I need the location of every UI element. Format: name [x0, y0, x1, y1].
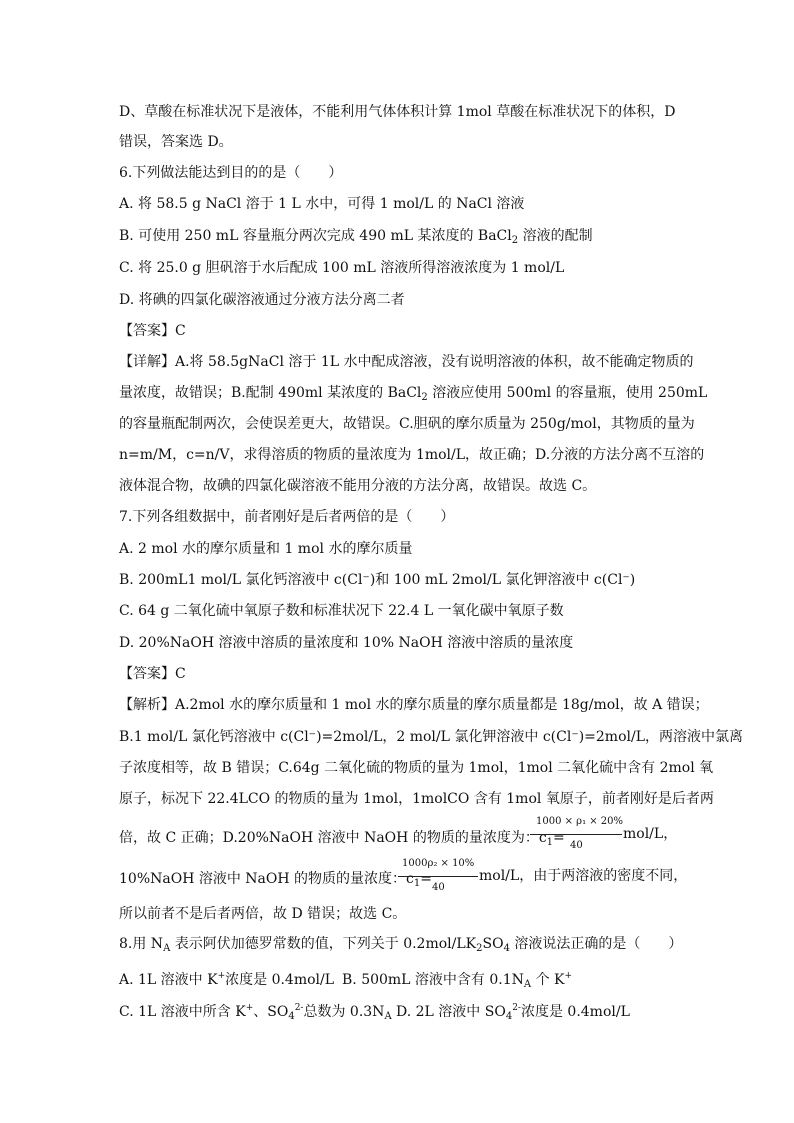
q7-option-a: A. 2 mol 水的摩尔质量和 1 mol 水的摩尔质量 — [119, 541, 413, 557]
q8-option-b: B. 500mL 溶液中含有 $0.1N_A$ 个 K+ — [342, 971, 573, 990]
fraction-1-bar — [530, 834, 622, 835]
fraction-2-unit: mol/L，由于两溶液的密度不同， — [479, 868, 688, 884]
fraction-1-unit: mol/L， — [623, 826, 678, 842]
q8-option-d: D. 2L 溶液中 $SO_4^{2-}$浓度是 0.4mol/L — [396, 1003, 630, 1022]
q7-analysis-line1: 【解析】A.2mol 水的摩尔质量和 1 mol 水的摩尔质量的摩尔质量都是 18g/mol，故 A 错误； — [119, 697, 709, 713]
q6-option-a: A. 将 58.5 g NaCl 溶于 1 L 水中，可得 1 mol/L 的 NaCl 溶液 — [119, 196, 525, 212]
fraction-1-numerator: 1000 × ρ₁ × 20% — [536, 816, 624, 827]
q6-stem: 6.下列做法能达到目的的是（ ） — [119, 165, 343, 181]
q6-detail-line2: 量浓度，故错误；B.配制 490ml 某浓度的 BaCl$_2$ 溶液应使用 500ml 的容量瓶，使用 250mL — [119, 385, 708, 403]
q6-option-c: C. 将 25.0 g 胆矾溶于水后配成 100 mL 溶液所得溶液浓度为 1 mol/L — [119, 260, 565, 276]
q5-option-d-explanation-line1: D、草酸在标准状况下是液体，不能利用气体体积计算 1mol 草酸在标准状况下的体积，D — [119, 104, 676, 120]
fraction-2-denominator: 40 — [432, 882, 445, 893]
q8-option-a: A. 1L 溶液中 K+浓度是 0.4mol/L — [119, 971, 335, 988]
q7-analysis-line4: 原子，标况下 22.4LCO 的物质的量为 1mol，1molCO 含有 1mol 氧原子，前者刚好是后者两 — [119, 791, 714, 807]
q6-option-d: D. 将碘的四氯化碳溶液通过分液方法分离二者 — [119, 292, 405, 308]
q7-stem: 7.下列各组数据中，前者刚好是后者两倍的是（ ） — [119, 509, 455, 525]
q6-option-b: B. 可使用 250 mL 容量瓶分两次完成 490 mL 某浓度的 BaCl$_2$ 溶液的配制 — [119, 228, 593, 246]
q7-answer: 【答案】C — [119, 666, 186, 682]
q7-analysis-line5: 倍，故 C 正确；D.20%NaOH 溶液中 NaOH 的物质的量浓度为：$c_1=$ — [119, 830, 565, 848]
q6-answer: 【答案】C — [119, 323, 186, 339]
fraction-2-numerator: 1000ρ₂ × 10% — [402, 858, 475, 869]
q6-detail-line5: 液体混合物，故碘的四氯化碳溶液不能用分液的方法分离，故错误。故选 C。 — [119, 478, 597, 494]
q6-detail-line1: 【详解】A.将 58.5gNaCl 溶于 1L 水中配成溶液，没有说明溶液的体积，故不能确定物质的 — [119, 354, 694, 370]
q6-detail-line4: n=m/M，c=n/V，求得溶质的物质的量浓度为 1mol/L，故正确；D.分液的方法分离不互溶的 — [119, 447, 705, 463]
q6-detail-line3: 的容量瓶配制两次，会使误差更大，故错误。C.胆矾的摩尔质量为 250g/mol，其物质的量为 — [119, 416, 695, 432]
q7-option-b: B. 200mL1 mol/L 氯化钙溶液中 c(Cl⁻)和 100 mL 2mol/L 氯化钾溶液中 c(Cl⁻) — [119, 572, 636, 588]
q7-analysis-line3: 子浓度相等，故 B 错误；C.64g 二氧化硫的物质的量为 1mol，1mol 二氧化硫中含有 2mol 氧 — [119, 760, 714, 776]
fraction-1-denominator: 40 — [570, 840, 583, 851]
q8-option-c: C. 1L 溶液中所含 K+、$SO_4^{2-}$总数为 $0.3N_A$ — [119, 1003, 392, 1022]
q7-analysis-line6: 10%NaOH 溶液中 NaOH 的物质的量浓度：$c_1=$ — [119, 871, 432, 889]
q7-analysis-line2: B.1 mol/L 氯化钙溶液中 c(Cl⁻)=2mol/L，2 mol/L 氯化钾溶液中 c(Cl⁻)=2mol/L，两溶液中氯离 — [119, 729, 743, 745]
fraction-2-bar — [398, 876, 478, 877]
q7-analysis-line7: 所以前者不是后者两倍，故 D 错误；故选 C。 — [119, 906, 407, 922]
q7-option-c: C. 64 g 二氧化硫中氧原子数和标准状况下 22.4 L 一氧化碳中氧原子数 — [119, 603, 564, 619]
q7-option-d: D. 20%NaOH 溶液中溶质的量浓度和 10% NaOH 溶液中溶质的量浓度 — [119, 635, 574, 651]
q5-option-d-explanation-line2: 错误，答案选 D。 — [119, 134, 233, 150]
q8-stem: 8.用 $N_A$ 表示阿伏加德罗常数的值，下列关于 $0.2mol/LK_2SO_4$ 溶液说法正确的是（ ） — [119, 936, 683, 954]
